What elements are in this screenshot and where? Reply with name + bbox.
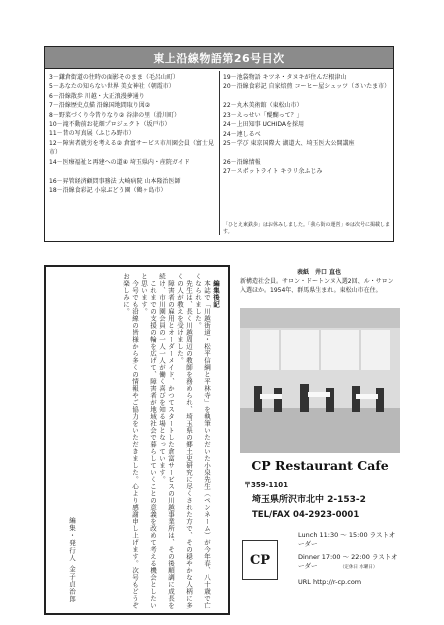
toc-item: 26－沿線情報	[223, 159, 261, 167]
cover-title: 表紙 井口 直也	[296, 269, 342, 276]
lunch-hours: Lunch 11:30 ～ 15:00 ラストオーダー	[298, 531, 396, 548]
restaurant-name: CP Restaurant Cafe	[251, 458, 389, 473]
toc-item: 23－えっせい「醍醐って？」	[223, 111, 303, 119]
toc-item: 10－滝不動前お花畑プロジェクト（坂戸市）	[49, 121, 171, 129]
toc-body	[45, 69, 393, 241]
toc-title: 東上沿線物語第26号目次	[45, 47, 393, 69]
editorial-paragraph: 障害者の雇用とオーダーメイド、かつてスタートした倉富サービスの川越事業所は、その後順調に成長を続け、市川園会員の一人一人が働く喜びを知る場となっています。	[158, 273, 175, 609]
cover-caption	[240, 268, 398, 295]
restaurant-logo: CP	[242, 540, 278, 580]
editorial-column	[44, 265, 230, 615]
toc-item: 7－沿線歴史点描 沿線国地間取り図②	[49, 102, 151, 110]
toc-item: 25－学び 東京国際大 湖道大、埼玉医大公開講座	[223, 140, 355, 148]
toc-item: 27－スポットライト キラリ余ふじみ	[223, 168, 323, 176]
restaurant-phone: TEL/FAX 04-2923-0001	[252, 510, 360, 520]
restaurant-interior-illustration	[240, 308, 400, 453]
restaurant-ad	[240, 308, 400, 615]
toc-right-column	[223, 73, 391, 177]
editorial-paragraph: 先生は、長く川越周辺の教師を務められ、埼玉県の郷土史研究に尽くされた方で、その穏やかな人柄に多くの人が教えを受けました。	[176, 273, 193, 609]
toc-item: 19－池袋物語 キツネ・タヌキが住んだ根津山	[223, 74, 347, 81]
restaurant-url[interactable]: URL http://r-cp.com	[298, 578, 362, 586]
toc-divider	[219, 71, 220, 235]
toc-item: 11－昔の写真展（ふじみ野市）	[49, 130, 135, 138]
toc-item: 6－沿線散歩 川越・大正浪漫夢通り	[49, 92, 145, 100]
closed-day-note: （定休日 水曜日）	[340, 565, 378, 570]
toc-item: 18－沿線食彩記 小泉ぶどう園（鶴ヶ島市）	[49, 187, 167, 195]
toc-item: 20－沿線食彩記 自家焙煎 コーヒー屋シュッツ（さいたま市）	[223, 83, 391, 91]
restaurant-zip: 〒359-1101	[244, 481, 288, 489]
dinner-hours: Dinner 17:00 ～ 22:00 ラストオーダー	[298, 553, 398, 570]
toc-item: 24－連しるべ	[223, 130, 261, 138]
toc-item: 16－昇管経済顧問事務法 大崎病院 山本隆治医師	[49, 177, 181, 185]
editorial-title: 編集後記	[212, 279, 220, 308]
editorial-paragraph: 本誌で「川越街道・松平信綱と平林寺」を執筆いただいた小泉先生（ペンネーム）が今年春、八十歳で亡くなられました。	[194, 273, 211, 609]
cover-description: 新構造社会員。サロン・ドートンヌ入選2回、ル・サロン入選ほか。1954年、群馬県生まれ。東松山市在住。	[240, 278, 394, 294]
toc-item: 14－医療福祉と再建への道④ 埼玉県内・産院ガイド	[49, 158, 190, 166]
restaurant-address: 埼玉県所沢市北中 2-153-2	[252, 495, 366, 505]
toc-item: 24－上田知事 UCHIDAを採用	[223, 121, 305, 129]
editorial-paragraph: 今号でも沿線の皆様から多くの情報やご協力をいただきました。心より感謝申し上げます。次号もどうぞお楽しみに。	[122, 273, 139, 609]
toc-item: 22－丸木美術館（東松山市）	[223, 102, 303, 110]
toc-item: 8－野菜づくり今昔りなり② 谷津の里（滑川町）	[49, 111, 181, 119]
toc-item: 5－あなたの知らない世界 美女神社（朝霞市）	[49, 83, 175, 91]
toc-item: 3－鎌倉街道の往時の面影そのまま（毛呂山町）	[49, 74, 179, 81]
toc-note: 「ひとえ東鉄歩」はお休みしました。「我ら街の運営」⑥は次号に掲載します。	[223, 222, 390, 235]
table-of-contents	[44, 46, 394, 242]
editorial-paragraph: これまでの支援の輪を広げて、障害者が地域社会で暮らしていくことの意義を改めて考える機会としたいと思います。	[140, 273, 157, 609]
toc-left-column	[49, 73, 217, 196]
editorial-signature: 編集・発行人 金子貞治郎	[68, 517, 76, 603]
restaurant-photo	[240, 308, 400, 453]
toc-item: 12－障害者就労を考える② 倉富サービス市川園会員（富士見市）	[49, 139, 214, 157]
